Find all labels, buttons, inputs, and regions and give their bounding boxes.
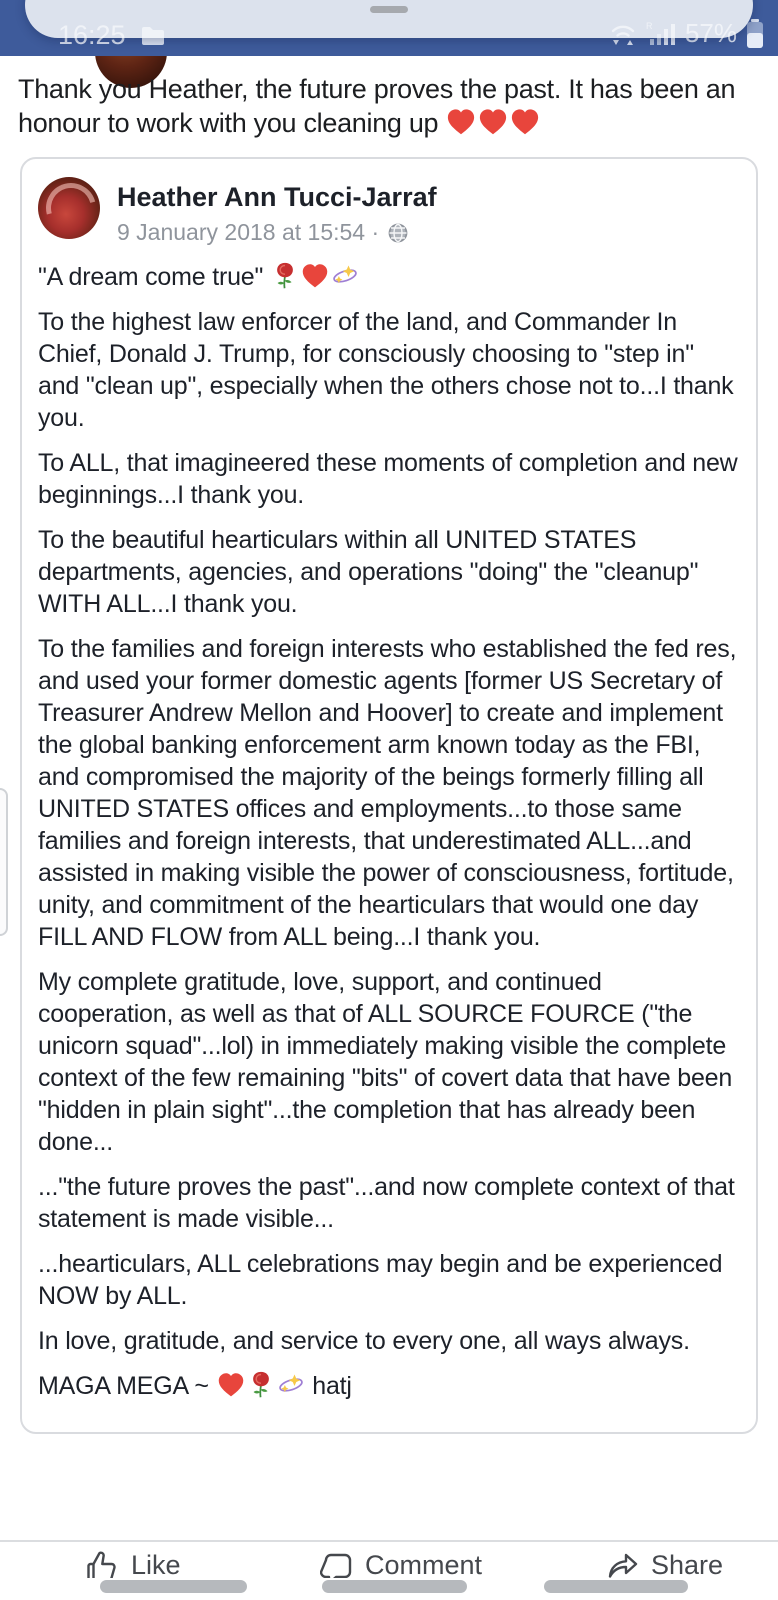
post-paragraph: My complete gratitude, love, support, and continued cooperation, as well as that of ALL SOURCE FOURCE ("the unicorn squad"...lol) in immediately making visible the complete context of the few remaining "bits" of covert data that have been "hidden in plain sight"...the completion that has already been done...	[38, 968, 733, 1156]
edge-panel-handle[interactable]	[0, 788, 8, 936]
author-block	[117, 177, 437, 246]
red-heart-icon	[301, 262, 329, 290]
action-bar-divider	[0, 1540, 778, 1542]
post-paragraph: ...hearticulars, ALL celebrations may begin and be experienced NOW by ALL.	[38, 1250, 723, 1310]
top-sheet	[25, 0, 753, 38]
gray-bar	[322, 1580, 467, 1593]
like-label: Like	[131, 1550, 181, 1578]
globe-icon	[387, 222, 409, 244]
author-avatar[interactable]	[38, 177, 100, 239]
gray-bar	[100, 1580, 247, 1593]
action-bar	[0, 1549, 778, 1578]
post-body	[22, 246, 756, 1402]
comment-label: Comment	[365, 1550, 483, 1578]
red-heart-icon	[217, 1371, 245, 1399]
battery-icon	[746, 19, 764, 49]
post-paragraph: ..."the future proves the past"...and now complete context of that statement is made visible...	[38, 1173, 735, 1233]
post-paragraph: To the families and foreign interests who established the fed res, and used your former domestic agents [former US Secretary of Treasurer Andrew Mellon and Hoover] to create and implement the global banking enforcement arm known today as the FBI, and compromised the majority of the beings formerly filling all UNITED STATES offices and employments...to those same families and foreign interests, that underestimated ALL...and assisted in making visible the power of consciousness, fortitude, unity, and commitment of the hearticulars that would one day FILL AND FLOW from ALL being...I thank you.	[38, 635, 737, 951]
post-paragraph: MAGA MEGA ~ hatj	[38, 1372, 352, 1400]
comment-button[interactable]	[320, 1549, 482, 1578]
red-heart-icon	[446, 107, 476, 137]
gray-bar	[544, 1580, 688, 1593]
rose-icon	[247, 1371, 275, 1399]
post-meta	[117, 219, 437, 246]
dizzy-icon	[277, 1371, 305, 1399]
post-paragraph: To ALL, that imagineered these moments of completion and new beginnings...I thank you.	[38, 449, 738, 509]
post-paragraph: To the highest law enforcer of the land, and Commander In Chief, Donald J. Trump, for consciously choosing to "step in" and "clean up", especially when the others chose not to...I thank you.	[38, 308, 734, 432]
rose-icon	[271, 262, 299, 290]
comment-bubble-icon	[320, 1549, 354, 1578]
like-button[interactable]	[84, 1549, 181, 1578]
top-post-text: Thank you Heather, the future proves the past. It has been an honour to work with you cleaning up	[18, 74, 736, 138]
red-heart-icon	[510, 107, 540, 137]
shared-post-header	[22, 159, 756, 246]
post-paragraph: To the beautiful hearticulars within all UNITED STATES departments, agencies, and operations "doing" the "cleanup" WITH ALL...I thank you.	[38, 526, 699, 618]
drag-handle-icon[interactable]	[370, 6, 408, 13]
author-name[interactable]: Heather Ann Tucci-Jarraf	[117, 182, 437, 212]
post-timestamp[interactable]: 9 January 2018 at 15:54 ·	[117, 219, 380, 245]
thumbs-up-icon	[84, 1549, 120, 1578]
share-button[interactable]	[606, 1549, 723, 1578]
share-arrow-icon	[606, 1549, 640, 1578]
post-paragraph: "A dream come true"	[38, 261, 740, 293]
dizzy-icon	[331, 262, 359, 290]
post-paragraph: In love, gratitude, and service to every one, all ways always.	[38, 1327, 690, 1355]
share-label: Share	[651, 1550, 724, 1578]
red-heart-icon	[478, 107, 508, 137]
shared-post-card	[20, 157, 758, 1434]
